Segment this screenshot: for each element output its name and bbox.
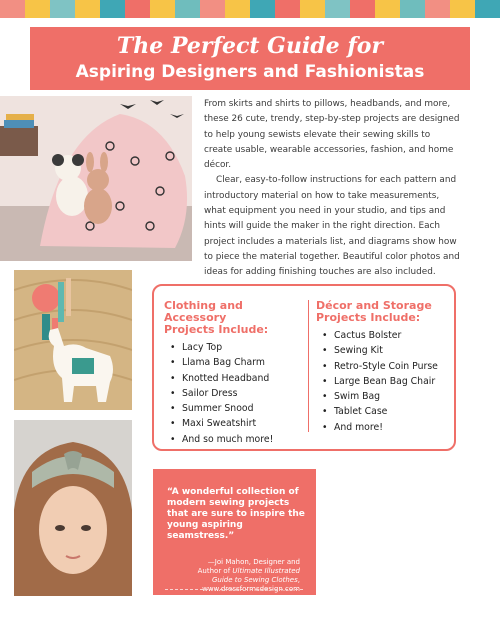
stripe-segment	[0, 0, 25, 18]
book-title-part-1: Ultimate Illustrated	[232, 567, 300, 575]
clothing-accessory-list	[164, 300, 304, 447]
attribution-line-1: —Joi Mahon, Designer and	[207, 558, 300, 566]
stripe-segment	[25, 0, 50, 18]
decor-list-item: • And more!	[334, 420, 452, 435]
decor-items	[316, 328, 452, 435]
stripe-segment	[400, 0, 425, 18]
testimonial-box	[153, 469, 316, 595]
intro-text	[204, 97, 460, 281]
stripe-segment	[325, 0, 350, 18]
decor-list-item: • Sewing Kit	[334, 343, 452, 358]
testimonial-dashed-rule	[165, 589, 303, 590]
clothing-list-item: • Knotted Headband	[182, 371, 304, 386]
stripe-segment	[350, 0, 375, 18]
stripe-segment	[225, 0, 250, 18]
decor-list-item: • Large Bean Bag Chair	[334, 374, 452, 389]
list-divider	[308, 300, 309, 432]
stripe-segment	[475, 0, 500, 18]
stripe-segment	[50, 0, 75, 18]
clothing-list-item: • And so much more!	[182, 432, 304, 447]
stripe-segment	[300, 0, 325, 18]
clothing-list-item: • Maxi Sweatshirt	[182, 416, 304, 431]
attribution-line-2-prefix: Author of	[197, 567, 233, 575]
attribution-line-3-suffix: ,	[297, 576, 300, 584]
clothing-list-item: • Summer Snood	[182, 401, 304, 416]
decor-list-item: • Cactus Bolster	[334, 328, 452, 343]
title-line-1: The Perfect Guide for	[116, 33, 384, 59]
stripe-segment	[375, 0, 400, 18]
intro-paragraph-2: Clear, easy-to-follow instructions for each pattern and introductory material on how to take measurements, what equipment you need in your studio, and tips and hints will guide the maker in the right direction. Each project includes a materials list, and diagrams show how to piece the material together. Beautiful color photos and ideas for adding finishing touches are also included.	[204, 175, 460, 278]
title-line-2: Aspiring Designers and Fashionistas	[75, 62, 425, 82]
decor-list-item: • Swim Bag	[334, 389, 452, 404]
stripe-segment	[75, 0, 100, 18]
attribution-website: www.dressformsdesign.com	[202, 585, 300, 593]
stripe-segment	[275, 0, 300, 18]
book-title-part-2: Guide to Sewing Clothes	[211, 576, 298, 584]
clothing-list-heading	[164, 300, 304, 336]
clothing-list-item: • Llama Bag Charm	[182, 355, 304, 370]
clothing-list-item: • Lacy Top	[182, 340, 304, 355]
color-stripe-border	[0, 0, 500, 18]
project-lists-box	[152, 284, 456, 451]
stripe-segment	[200, 0, 225, 18]
decor-list-item: • Retro-Style Coin Purse	[334, 359, 452, 374]
decor-list-heading	[316, 300, 452, 324]
title-banner	[30, 27, 470, 90]
stripe-segment	[175, 0, 200, 18]
testimonial-quote: “A wonderful collection of modern sewing projects that are sure to inspire the young aspiring seamstress.”	[167, 487, 305, 541]
llama-bag-charm-photo	[14, 270, 132, 410]
stripe-segment	[250, 0, 275, 18]
decor-heading-line-2: Projects Include:	[316, 311, 421, 324]
decor-heading-line-1: Décor and Storage	[316, 299, 432, 312]
clothing-list-item: • Sailor Dress	[182, 386, 304, 401]
bean-bag-chair-photo	[0, 96, 192, 261]
knotted-headband-photo	[14, 420, 132, 596]
stripe-segment	[125, 0, 150, 18]
clothing-heading-line-2: Projects Include:	[164, 323, 269, 336]
stripe-segment	[150, 0, 175, 18]
stripe-segment	[450, 0, 475, 18]
clothing-heading-line-1: Clothing and Accessory	[164, 299, 243, 324]
clothing-items	[164, 340, 304, 447]
decor-storage-list	[316, 300, 452, 435]
decor-list-item: • Tablet Case	[334, 404, 452, 419]
stripe-segment	[100, 0, 125, 18]
intro-paragraph-1: From skirts and shirts to pillows, headbands, and more, these 26 cute, trendy, step-by-step projects are designed to help young sewists elevate their sewing skills to create usable, wearable accessories, fashion, and home décor.	[204, 99, 460, 171]
stripe-segment	[425, 0, 450, 18]
